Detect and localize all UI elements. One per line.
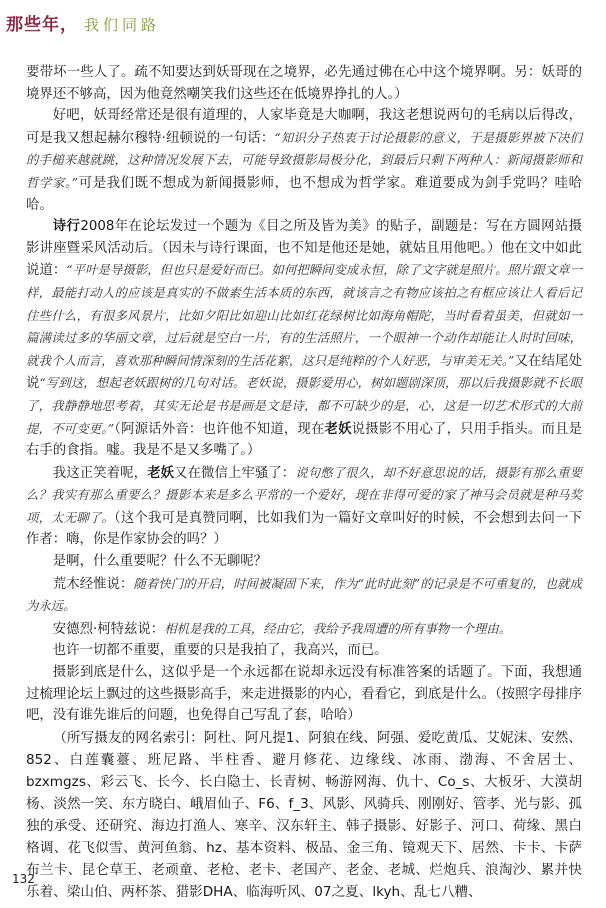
paragraph-p1 — [26, 62, 582, 105]
body-text: 荒木经惟说： — [52, 576, 134, 592]
body-text: 可是我们既不想成为新闻摄影师，也不想成为哲学家。难道要成为剑手党吗？哇哈哈。 — [26, 175, 582, 213]
header-title-part2: 我们同路 — [84, 16, 161, 34]
body-text: （阿源话外音：也许他不知道，现在 — [114, 421, 325, 437]
paragraph-p9 — [26, 662, 582, 727]
body-text: 又在结尾处说 — [26, 353, 583, 392]
quoted-handwriting-text: “写到这，想起老妖跟树的几句对话。老妖说，摄影爱用心，树如题剧深顶，那以后我摄影就不长眼了，我静静地思考着，其实无论是书是画是文是诗，都不可缺少的是，心，这是一切艺术形式的大前提，不可变更。” — [26, 375, 583, 436]
paragraph-p3 — [26, 216, 582, 462]
body-text: 2008年在论坛发过一个题为《目之所及皆为美》的贴子，副题是：写在方圆网站摄影讲座暨采风活动后。（因未与诗行课面，也不知是他还是她，就姑且用他吧。）他在文中如此说道： — [26, 219, 583, 279]
body-text: 说摄影不用心了，只用手指头。而且是右手的食指。嘘。我是不是又多嘴了。） — [26, 421, 583, 459]
body-text: 又在微信上牢骚了： — [174, 465, 296, 481]
paragraph-p10 — [26, 727, 582, 903]
emphasized-name: 老妖 — [147, 465, 175, 481]
body-text: 摄影到底是什么，这似乎是一个永远都在说却永远没有标准答案的话题了。下面，我想通过梳理论坛上飘过的这些摄影高手，来走进摄影的内心，看看它，到底是什么。（按照字母排序吧，没有谁先谁后的问题，也免得自己写乱了套，哈哈） — [26, 665, 582, 724]
quoted-handwriting-text: 相机是我的工具，经由它，我给予我周遭的所有事物一个理由。 — [164, 620, 512, 636]
paragraph-p5 — [26, 551, 582, 573]
paragraph-p4 — [26, 462, 582, 551]
quoted-handwriting-text: 随着快门的开启，时间被凝固下来，作为“此时此刻”的记录是不可重复的，也就成为永远。 — [26, 575, 582, 614]
emphasized-name: 老妖 — [324, 421, 352, 437]
body-text: 安德烈·柯特兹说： — [52, 621, 165, 637]
page-number: 132 — [12, 872, 35, 886]
body-text: 是啊，什么重要呢？什么不无聊呢？ — [52, 554, 268, 570]
paragraph-p7 — [26, 618, 582, 641]
body-text: 好吧，妖哥经常还是很有道理的，人家毕竟是大咖啊，我这老想说两句的毛病以后得改，可是我又想起赫尔穆特·纽顿说的一句话： — [26, 108, 582, 146]
paragraph-p2 — [26, 105, 582, 216]
running-header — [6, 10, 160, 35]
quoted-handwriting-text: 说句憋了很久，却不好意思说的话，摄影有那么重要么？我实有那么重要么？摄影本来是多么平常的一个爱好，现在非得可爱的家了神马会员就是种马奖项，太无聊了。 — [26, 464, 583, 525]
body-text: （这个我可是真赞同啊，比如我们为一篇好文章叫好的时候，不会想到去问一下作者：嗨，你是作家协会的吗？） — [26, 510, 582, 548]
body-text: 我这正笑着呢， — [52, 465, 148, 481]
paragraph-p6 — [26, 573, 582, 618]
header-title-part1: 那些年， — [6, 15, 78, 35]
article-body — [26, 62, 582, 903]
body-text: （所写摄友的网名索引：阿杜、阿凡提1、阿狼在线、阿强、爱吃黄瓜、艾妮沫、安然、852、白莲囊薹、班尼路、半柱香、避月修花、边缘线、冰雨、渤海、不舍居士、bzxmgzs、彩云飞、长今、长白隐士、长青树、畅游网海、仇十、Co_s、大板牙、大漠胡杨、淡然一笑、东方晓白、峨眉仙子、F6、f_3、风影、风骑兵、刚刚好、管孝、光与影、孤独的承受、还研究、海边打渔人、寒辛、汉东轩主、韩子摄影、好影子、河口、荷缘、黑白格调、花飞似雪、黄河鱼翁、hz、基本资料、极品、金三角、镜观天下、居然、卡卡、卡萨布兰卡、昆仑草王、老顽童、老枪、老卡、老国产、老金、老城、烂炮兵、浪淘沙、累并快乐着、梁山伯、两杯茶、猎影DHA、临海听风、07之夏、lkyh、乱七八糟、 — [26, 729, 582, 900]
quoted-handwriting-text: “平叶是导摄影，但也只是爱好而已。如何把瞬间变成永恒，除了文字就是照片。照片跟文章一样，最能打动人的应该是真实的不做素生活本质的东西，就该言之有物应该拍之有框应该让人看后记住些什么，有很多风景片，比如夕阳比如迎山比如红花绿树比如海角帽陀，当时看着虽美，但就如一篇满读过多的华丽文章，过后就是空白一片，有的生活照片，一个眼神一个动作却能让人时时回味，就我个人而言，喜欢那种瞬间情深刻的生活花絮，这只是纯粹的个人好恶，与审美无关。” — [26, 262, 582, 368]
body-text: 也许一切都不重要，重要的只是我拍了，我高兴，而已。 — [52, 643, 388, 659]
paragraph-p8 — [26, 640, 582, 662]
quoted-handwriting-text: “知识分子热衷于讨论摄影的意义，于是摄影界被下决们的手槌来越就跳，这种情况发展下去，可能导致摄影局极分化，到最后只剩下两种人：新闻摄影师和哲学家。” — [26, 129, 582, 190]
body-text: 要带坏一些人了。疏不知要达到妖哥现在之境界，必先通过佛在心中这个境界啊。另：妖哥的境界还不够高，因为他竟然嘲笑我们这些还在低境界挣扎的人。） — [26, 65, 582, 102]
emphasized-name: 诗行 — [52, 219, 81, 235]
